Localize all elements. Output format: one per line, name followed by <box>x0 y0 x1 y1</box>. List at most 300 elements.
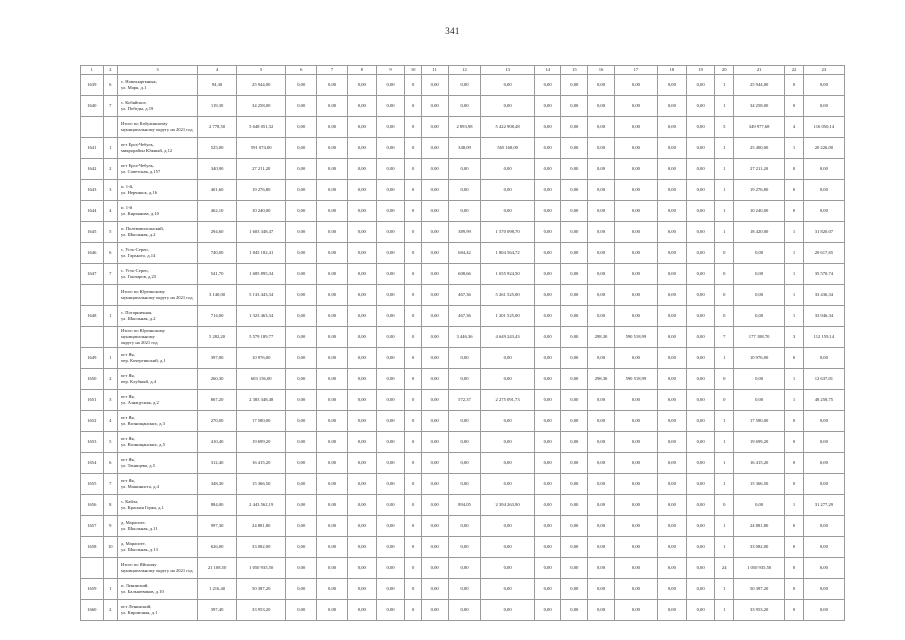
table-cell: 0,00 <box>317 474 348 495</box>
table-cell: 1 <box>715 537 733 558</box>
table-cell: 0 <box>785 432 803 453</box>
table-cell: 0,00 <box>534 222 561 243</box>
table-cell: 0 <box>785 348 803 369</box>
address-cell <box>117 600 197 621</box>
table-cell: 1654 <box>81 453 104 474</box>
table-cell: 0,00 <box>614 243 657 264</box>
table-cell: 0,00 <box>657 579 686 600</box>
address-cell <box>117 201 197 222</box>
table-cell: 4 <box>103 201 117 222</box>
table-cell: 0 <box>715 264 733 285</box>
table-cell: 0,00 <box>421 285 448 306</box>
table-cell: 0,00 <box>376 138 405 159</box>
table-cell: 9 <box>103 516 117 537</box>
address-line: пгт Яя, <box>120 457 135 463</box>
table-cell: 0,00 <box>561 474 588 495</box>
address-line: пгт Яя, <box>120 415 135 421</box>
table-cell: 0,00 <box>317 222 348 243</box>
table-cell: 0 <box>405 432 421 453</box>
table-cell: 0,00 <box>588 432 615 453</box>
table-cell: 2 394 263,90 <box>481 495 534 516</box>
table-cell: 0,00 <box>376 327 405 348</box>
address-line: с. Погарничная, <box>120 310 153 316</box>
address-line: ул. Азнацусная, д.2 <box>120 400 159 405</box>
table-cell: 0,00 <box>286 264 317 285</box>
table-cell: 0,00 <box>561 285 588 306</box>
table-cell: 0,00 <box>686 75 715 96</box>
table-cell: 1 <box>715 432 733 453</box>
table-cell: 0,00 <box>686 285 715 306</box>
table-cell: 0,00 <box>317 453 348 474</box>
table-cell: 0,00 <box>317 75 348 96</box>
table-cell: 0,00 <box>421 180 448 201</box>
table-cell: 7 <box>715 327 733 348</box>
table-cell: 0 <box>405 474 421 495</box>
table-row <box>81 159 845 180</box>
table-cell: 24 881,80 <box>733 516 784 537</box>
table-cell: 0,00 <box>376 558 405 579</box>
table-cell: 0,00 <box>481 558 534 579</box>
table-cell: 0,00 <box>588 117 615 138</box>
table-cell: 0,00 <box>421 264 448 285</box>
table-cell: 0,00 <box>448 369 481 390</box>
table-cell: 33 082,00 <box>237 537 286 558</box>
column-number: 4 <box>198 66 237 75</box>
table-cell: 1 <box>785 369 803 390</box>
table-cell: 0,00 <box>317 516 348 537</box>
table-cell: 0 <box>785 411 803 432</box>
table-cell: 0,00 <box>534 180 561 201</box>
table-cell: 1646 <box>81 243 104 264</box>
table-cell: 5 648 051,32 <box>237 117 286 138</box>
table-cell: 1 <box>785 138 803 159</box>
table-cell: 0,00 <box>588 474 615 495</box>
table-cell: 0,00 <box>286 411 317 432</box>
table-cell: 2 443 562,19 <box>237 495 286 516</box>
table-cell: 0,00 <box>657 180 686 201</box>
table-cell: 0,00 <box>347 537 376 558</box>
table-cell: 0,00 <box>421 390 448 411</box>
table-cell: 1641 <box>81 138 104 159</box>
table-cell: 0,00 <box>686 600 715 621</box>
table-cell: 0,00 <box>317 285 348 306</box>
table-cell: 0 <box>405 453 421 474</box>
table-cell: 0,00 <box>657 96 686 117</box>
table-row <box>81 390 845 411</box>
table-cell: 0 <box>785 201 803 222</box>
table-cell: 0,00 <box>347 96 376 117</box>
table-cell: 0,00 <box>448 159 481 180</box>
table-cell: 0,00 <box>534 243 561 264</box>
table-cell: 0,00 <box>347 306 376 327</box>
table-cell: 33 953,20 <box>733 600 784 621</box>
table-cell: 0,00 <box>286 495 317 516</box>
table-cell: 0,00 <box>561 495 588 516</box>
table-cell: 348,09 <box>448 138 481 159</box>
table-cell: 1656 <box>81 495 104 516</box>
table-cell: 5 422 908,48 <box>481 117 534 138</box>
table-cell: 15 366,50 <box>237 474 286 495</box>
table-cell: 25 400,00 <box>733 138 784 159</box>
table-cell: 0,00 <box>803 453 844 474</box>
table-cell: 0,00 <box>286 75 317 96</box>
table-cell: 0,00 <box>657 75 686 96</box>
address-line: п. 1-й, <box>120 184 134 190</box>
table-cell: 1 <box>715 180 733 201</box>
table-cell: 0,00 <box>614 495 657 516</box>
table-cell: 0,00 <box>561 159 588 180</box>
table-cell: 0,00 <box>561 453 588 474</box>
table-cell: 0,00 <box>286 117 317 138</box>
table-cell: 0,00 <box>286 474 317 495</box>
table-cell: 1 <box>715 348 733 369</box>
table-cell: 0 <box>405 96 421 117</box>
table-cell: 0,00 <box>657 432 686 453</box>
table-cell: 0,00 <box>317 558 348 579</box>
table-cell: 0 <box>405 180 421 201</box>
table-cell: 0,00 <box>534 432 561 453</box>
table-cell: 0 <box>405 579 421 600</box>
table-cell: 0,00 <box>588 411 615 432</box>
table-cell: 0,00 <box>376 243 405 264</box>
table-cell: 0,00 <box>657 453 686 474</box>
table-row <box>81 411 845 432</box>
table-cell: 0,00 <box>657 306 686 327</box>
table-cell: 0,00 <box>534 390 561 411</box>
table-cell: 0,00 <box>347 600 376 621</box>
table-cell: 0,00 <box>534 75 561 96</box>
table-cell: 25 944,00 <box>237 75 286 96</box>
table-cell: 0,00 <box>421 159 448 180</box>
table-cell: 3 <box>785 327 803 348</box>
table-cell: 0 <box>405 600 421 621</box>
column-number: 11 <box>421 66 448 75</box>
table-cell: 1 <box>715 75 733 96</box>
table-cell: 401,60 <box>198 180 237 201</box>
table-cell: 270,00 <box>198 411 237 432</box>
table-cell: 0,00 <box>317 201 348 222</box>
table-cell: 0,00 <box>317 390 348 411</box>
table-cell: 0 <box>715 243 733 264</box>
column-number: 23 <box>803 66 844 75</box>
table-cell: 0 <box>405 390 421 411</box>
table-cell: 0,00 <box>534 285 561 306</box>
address-cell <box>117 495 197 516</box>
address-cell <box>117 516 197 537</box>
address-line: ул. Советская, д.157 <box>120 169 161 174</box>
table-cell <box>103 327 117 348</box>
table-cell: 0,00 <box>588 201 615 222</box>
table-cell: 0,00 <box>317 180 348 201</box>
table-cell: 1 804 564,72 <box>481 243 534 264</box>
table-cell: 0,00 <box>347 285 376 306</box>
address-cell <box>117 264 197 285</box>
table-row <box>81 180 845 201</box>
table-cell: 0,00 <box>561 117 588 138</box>
table-cell: 0,00 <box>421 432 448 453</box>
table-cell: 1640 <box>81 96 104 117</box>
table-cell: 0,00 <box>317 348 348 369</box>
address-line: муниципальному округу на 2021 год <box>120 568 193 573</box>
table-cell: 0,00 <box>561 327 588 348</box>
table-cell: 0,00 <box>317 243 348 264</box>
table-cell: 0,00 <box>686 180 715 201</box>
address-line: пгт Яя, <box>120 436 135 442</box>
table-cell: 626,00 <box>198 537 237 558</box>
table-cell: 0,00 <box>614 474 657 495</box>
table-cell: 0,00 <box>376 75 405 96</box>
table-cell: 0,00 <box>448 558 481 579</box>
table-row <box>81 264 845 285</box>
table-cell: 1 <box>103 348 117 369</box>
table-cell: 0,00 <box>614 558 657 579</box>
table-cell: 0,00 <box>317 495 348 516</box>
address-line: пгт Яя, <box>120 478 135 484</box>
table-cell: 0,00 <box>286 306 317 327</box>
table-cell: 0,00 <box>534 516 561 537</box>
table-cell: 0,00 <box>286 201 317 222</box>
table-cell: 0,00 <box>376 369 405 390</box>
table-cell: 21 108,50 <box>198 558 237 579</box>
table-cell: 16 415,20 <box>237 453 286 474</box>
table-cell: 1 201 525,00 <box>481 306 534 327</box>
table-row <box>81 432 845 453</box>
table-cell: 0,00 <box>614 348 657 369</box>
address-line: ул. Школьная, д.11 <box>120 526 158 531</box>
table-cell: 0,00 <box>733 390 784 411</box>
table-cell: 1651 <box>81 390 104 411</box>
table-cell: 0,00 <box>421 537 448 558</box>
table-cell: 0,00 <box>421 495 448 516</box>
address-line: д. Марасите, <box>120 541 146 547</box>
table-cell: 0,00 <box>803 411 844 432</box>
table-cell: 0,00 <box>376 348 405 369</box>
table-cell: 0,00 <box>686 474 715 495</box>
table-cell: 0 <box>405 516 421 537</box>
address-line: пгт Ерга-Чебуль, <box>120 142 154 148</box>
table-cell: 1 <box>715 138 733 159</box>
table-cell: 0 <box>405 306 421 327</box>
address-line: ул. Победы, д.19 <box>120 106 154 111</box>
table-cell: 0,00 <box>614 537 657 558</box>
table-cell: 0,00 <box>561 96 588 117</box>
table-cell: 0,00 <box>286 537 317 558</box>
table-cell: 0,00 <box>347 390 376 411</box>
table-cell: 0,00 <box>803 537 844 558</box>
table-cell: 5 133 443,34 <box>237 285 286 306</box>
table-cell: 0 <box>405 411 421 432</box>
table-cell: 5 282,20 <box>198 327 237 348</box>
table-cell: 0,00 <box>686 348 715 369</box>
table-cell: 298,30 <box>588 369 615 390</box>
address-line: Итого по Кабулинскому <box>120 121 168 127</box>
address-line: ул. Гарького, д.14 <box>120 253 156 258</box>
table-cell: 0 <box>405 537 421 558</box>
table-row <box>81 369 845 390</box>
table-cell: 0 <box>715 495 733 516</box>
table-cell: 0,00 <box>561 75 588 96</box>
address-cell <box>117 180 197 201</box>
table-cell: 0,00 <box>347 432 376 453</box>
column-number: 17 <box>614 66 657 75</box>
table-cell: 0,00 <box>286 327 317 348</box>
table-row <box>81 474 845 495</box>
table-cell: 0,00 <box>686 579 715 600</box>
table-cell: 31 277,29 <box>803 495 844 516</box>
table-cell: 0,00 <box>534 96 561 117</box>
table-cell: 0,00 <box>561 348 588 369</box>
address-line: ул. Машиниста, д.4 <box>120 484 159 489</box>
table-cell: 0,00 <box>588 285 615 306</box>
table-cell: 0,00 <box>317 411 348 432</box>
table-cell: 0,00 <box>347 159 376 180</box>
table-cell: 1 603 348,47 <box>237 222 286 243</box>
table-cell: 0,00 <box>376 117 405 138</box>
table-cell: 1647 <box>81 264 104 285</box>
table-cell: 0,00 <box>803 180 844 201</box>
table-cell: 0,00 <box>657 600 686 621</box>
table-cell: 0,00 <box>448 96 481 117</box>
table-cell: 410,40 <box>198 432 237 453</box>
table-row <box>81 138 845 159</box>
table-cell: 714,00 <box>198 306 237 327</box>
table-cell: 112 159,14 <box>803 327 844 348</box>
table-cell: 34 258,00 <box>237 96 286 117</box>
table-cell: 25 944,00 <box>733 75 784 96</box>
table-cell: 0,00 <box>534 306 561 327</box>
table-cell: 19 276,80 <box>733 180 784 201</box>
table-cell: 19 699,20 <box>733 432 784 453</box>
table-cell: 0,00 <box>614 432 657 453</box>
table-cell: 6 <box>103 75 117 96</box>
table-cell: 10 976,00 <box>733 348 784 369</box>
table-cell: 0,00 <box>588 390 615 411</box>
table-cell: 7 <box>103 96 117 117</box>
table-cell: 0,00 <box>448 411 481 432</box>
table-cell: 10 240,00 <box>237 201 286 222</box>
table-cell: 0,00 <box>347 138 376 159</box>
table-cell: 17 580,00 <box>237 411 286 432</box>
table-cell: 867,20 <box>198 390 237 411</box>
table-cell: 0 <box>785 180 803 201</box>
table-cell: 467,36 <box>448 285 481 306</box>
table-cell: 0,00 <box>588 600 615 621</box>
column-number: 9 <box>376 66 405 75</box>
table-cell: 1 <box>715 453 733 474</box>
table-cell: 0,00 <box>376 579 405 600</box>
address-line: ул. Бальшевиков, д.10 <box>120 589 164 594</box>
table-cell: 6 <box>103 243 117 264</box>
table-cell: 1645 <box>81 222 104 243</box>
table-cell: 0,00 <box>421 348 448 369</box>
table-cell: 0,00 <box>421 201 448 222</box>
table-cell: 0,00 <box>561 180 588 201</box>
table-cell: 590 518,99 <box>614 327 657 348</box>
table-cell: 10 976,00 <box>237 348 286 369</box>
table-cell: 4 <box>785 117 803 138</box>
table-cell: 0,00 <box>317 264 348 285</box>
table-cell: 0,00 <box>376 285 405 306</box>
table-cell: 0,00 <box>286 180 317 201</box>
table-cell: 0,00 <box>657 537 686 558</box>
table-cell <box>81 327 104 348</box>
table-cell: 0 <box>405 264 421 285</box>
table-cell: 5 <box>103 222 117 243</box>
table-cell: 12 637,01 <box>803 369 844 390</box>
table-cell: 0 <box>785 453 803 474</box>
address-line: ул. Вознищанских, д.3 <box>120 421 165 426</box>
table-cell: 0,00 <box>286 159 317 180</box>
table-cell: 5 <box>103 432 117 453</box>
table-cell: 0,00 <box>534 453 561 474</box>
address-line: п. Ленинский, <box>120 583 149 589</box>
table-cell: 0,00 <box>561 306 588 327</box>
table-cell: 0,00 <box>614 579 657 600</box>
table-cell: 0,00 <box>561 558 588 579</box>
table-cell: 1 <box>715 579 733 600</box>
table-cell: 0,00 <box>686 201 715 222</box>
table-cell: 0,00 <box>286 243 317 264</box>
table-cell: 565 168,00 <box>481 138 534 159</box>
table-cell: 0,00 <box>481 474 534 495</box>
table-row <box>81 306 845 327</box>
table-row <box>81 600 845 621</box>
table-cell: 0,00 <box>481 579 534 600</box>
address-line: пер. Кочергинский, д.1 <box>120 358 166 363</box>
table-cell: 10 240,00 <box>733 201 784 222</box>
table-cell: 0,00 <box>286 390 317 411</box>
table-cell: 0,00 <box>534 264 561 285</box>
column-number: 13 <box>481 66 534 75</box>
table-cell: 0,00 <box>481 369 534 390</box>
table-cell: 0,00 <box>614 117 657 138</box>
table-cell: 0,00 <box>534 348 561 369</box>
table-cell: 0,00 <box>534 201 561 222</box>
column-number: 1 <box>81 66 104 75</box>
table-row <box>81 453 845 474</box>
table-cell: 0,00 <box>534 411 561 432</box>
table-cell: 0,00 <box>534 495 561 516</box>
table-cell: 0,00 <box>347 243 376 264</box>
address-line: муниципальному округу на 2021 год <box>120 127 193 132</box>
table-cell: 8 <box>103 495 117 516</box>
table-cell: 0,00 <box>686 495 715 516</box>
table-cell: 0,00 <box>588 180 615 201</box>
address-line: ул. Школьная, д.13 <box>120 547 158 552</box>
table-cell: 33 946,34 <box>803 306 844 327</box>
table-cell: 0,00 <box>421 75 448 96</box>
table-cell: 6 <box>103 453 117 474</box>
address-cell <box>117 75 197 96</box>
table-cell: 1659 <box>81 579 104 600</box>
address-line: с. Кобяйское, <box>120 100 147 106</box>
table-cell: 0,00 <box>481 96 534 117</box>
table-cell: 0,00 <box>317 306 348 327</box>
table-cell: 0,00 <box>803 474 844 495</box>
table-cell: 0,00 <box>561 222 588 243</box>
table-cell: 0,00 <box>614 222 657 243</box>
table-cell: 27 211,20 <box>237 159 286 180</box>
table-cell: 340,90 <box>198 159 237 180</box>
address-line: округу на 2021 год <box>120 339 158 345</box>
table-cell: 0 <box>715 369 733 390</box>
table-cell: 0,00 <box>588 495 615 516</box>
table-cell: 0,00 <box>286 558 317 579</box>
table-cell: 0,00 <box>448 474 481 495</box>
table-cell: 0,00 <box>376 453 405 474</box>
table-cell: 0,00 <box>286 285 317 306</box>
table-cell: 541,70 <box>198 264 237 285</box>
